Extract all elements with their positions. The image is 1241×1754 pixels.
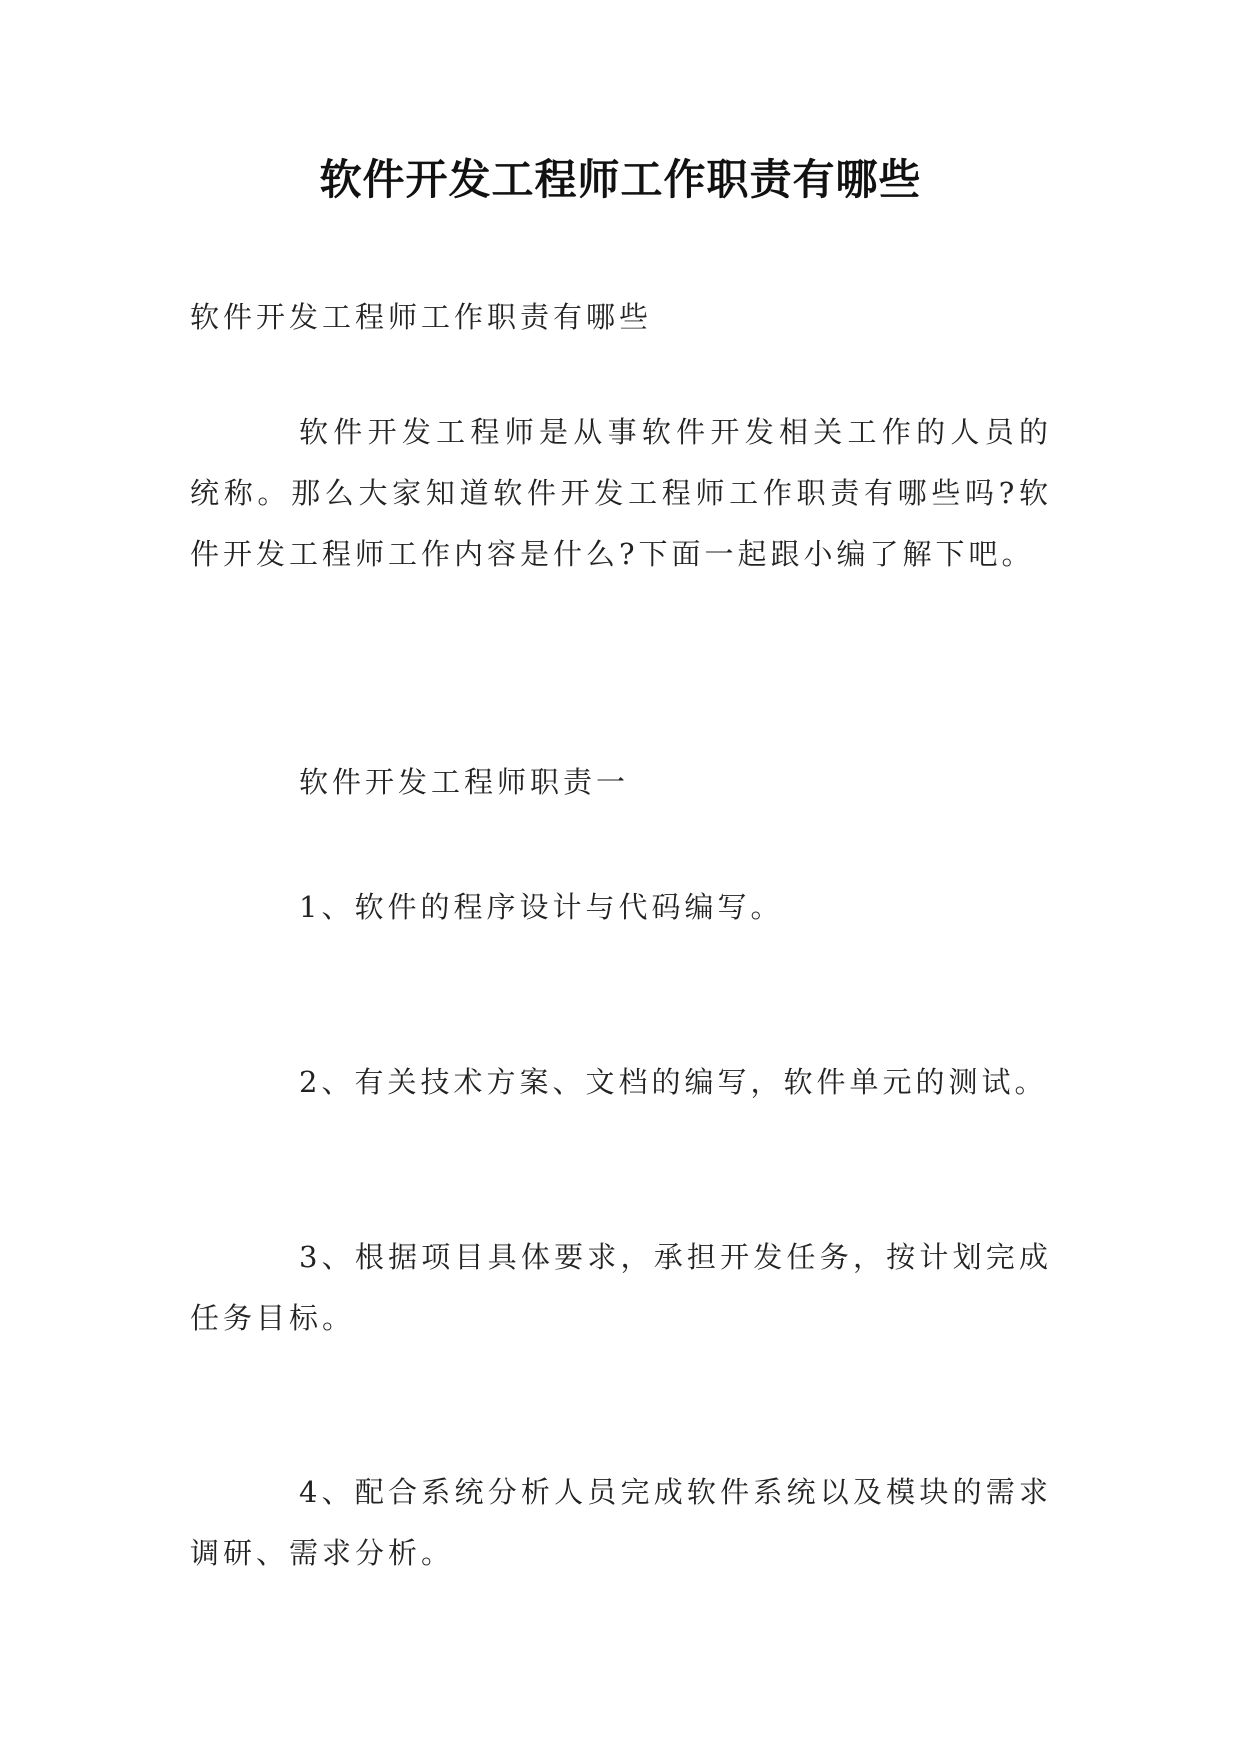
list-item: 2、有关技术方案、文档的编写，软件单元的测试。 [299,1065,1048,1099]
intro-paragraph: 软件开发工程师是从事软件开发相关工作的人员的统称。那么大家知道软件开发工程师工作职责有哪些吗?软件开发工程师工作内容是什么?下面一起跟小编了解下吧。 [190,415,1052,571]
list-item: 3、根据项目具体要求，承担开发任务，按计划完成任务目标。 [190,1240,1052,1335]
document-subtitle: 软件开发工程师工作职责有哪些 [190,300,653,334]
list-item: 4、配合系统分析人员完成软件系统以及模块的需求调研、需求分析。 [190,1475,1052,1570]
list-item: 1、软件的程序设计与代码编写。 [299,890,784,924]
document-title: 软件开发工程师工作职责有哪些 [319,155,922,204]
section-heading: 软件开发工程师职责一 [299,765,630,799]
